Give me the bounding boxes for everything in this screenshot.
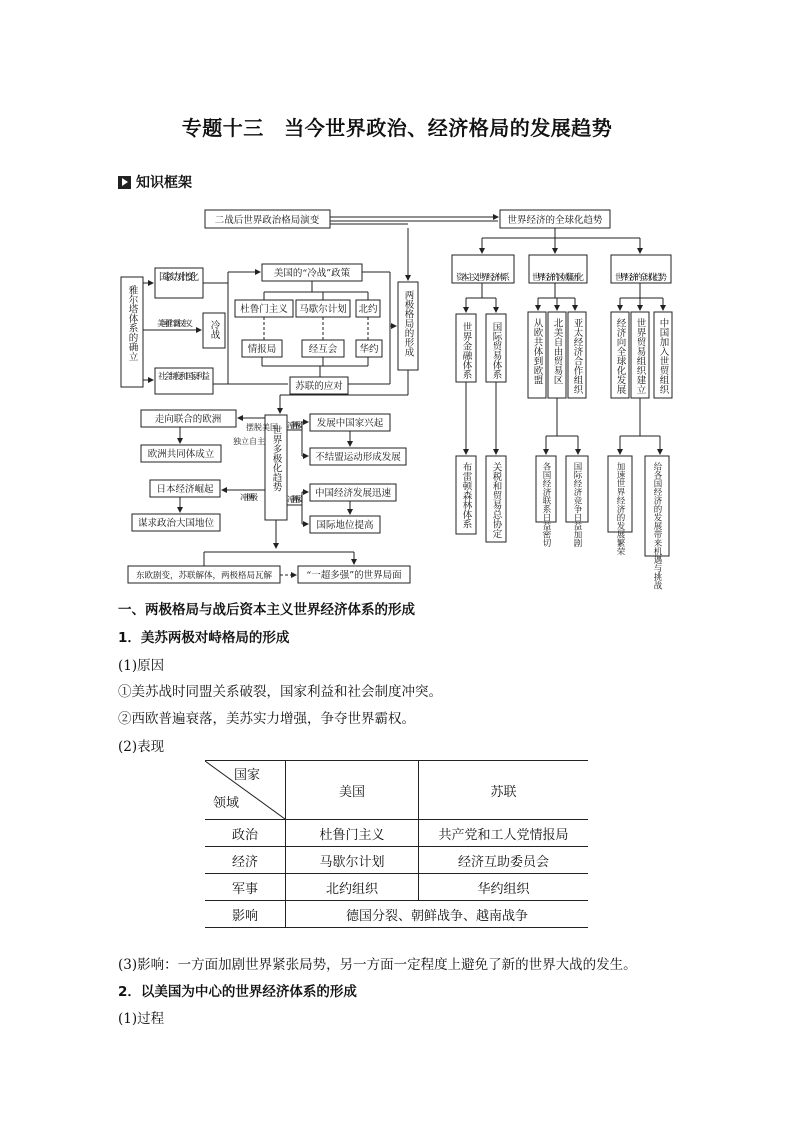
row-us: 马歇尔计划	[286, 847, 419, 874]
box-cominform: 情报局	[247, 344, 277, 355]
box-comecon: 经互会	[308, 344, 338, 355]
box-china-wto: 中国加入世贸组织	[657, 318, 669, 394]
box-us-cold-war-policy: 美国的“冷战”政策	[273, 268, 351, 279]
box-closer-ties: 各国经济联系日益密切	[541, 462, 551, 547]
subsection-1-heading: 1．美苏两极对峙格局的形成	[118, 630, 290, 646]
box-japan-power: 谋求政治大国地位	[137, 518, 215, 529]
table-corner-cell	[205, 761, 286, 820]
box-social-system: 社会制度和国家利益	[158, 372, 210, 382]
comparison-table	[205, 760, 588, 928]
box-accelerate: 加速世界经济的发展繁荣	[615, 462, 625, 556]
box-top-right: 世界经济的全球化趋势	[507, 215, 603, 226]
cause-1: ①美苏战时同盟关系破裂，国家利益和社会制度冲突。	[118, 684, 442, 700]
box-nafta: 北美自由贸易区	[551, 318, 563, 385]
box-top-left: 二战后世界政治格局演变	[214, 215, 320, 226]
section-1-heading: 一、两极格局与战后资本主义世界经济体系的形成	[118, 602, 415, 618]
header-su: 苏联	[419, 761, 589, 820]
table-row	[205, 820, 588, 847]
row-us: 北约组织	[286, 874, 419, 901]
box-intl-status: 国际地位提高	[316, 520, 374, 531]
box-soviet-response: 苏联的应对	[295, 381, 343, 392]
row-field: 经济	[205, 847, 286, 874]
box-globalization: 世界经济的全球化趋势	[615, 273, 667, 283]
box-opportunity: 给各国经济的发展带来机遇与挑战	[652, 462, 662, 590]
box-financial: 世界金融体系	[460, 322, 472, 379]
row-su: 华约组织	[419, 874, 589, 901]
label-break-free-us: 摆脱美国	[246, 423, 278, 432]
box-eec: 欧洲共同体成立	[147, 449, 215, 460]
table-row	[205, 874, 588, 901]
table-row-impact	[205, 901, 588, 928]
label-impact-bipolar-3: 冲击两极	[287, 495, 303, 504]
box-multipolar: 世界多极化趋势	[270, 425, 282, 492]
box-regional: 世界经济的区域集团化	[532, 273, 584, 283]
box-bretton: 布雷顿森林体系	[460, 462, 472, 529]
cause-2: ②西欧普遍衰落，美苏实力增强，争夺世界霸权。	[118, 711, 415, 727]
process-label: (1)过程	[118, 1011, 165, 1027]
section-heading-label: 知识框架	[136, 175, 192, 191]
box-apec: 亚太经济合作组织	[571, 318, 583, 394]
label-independent: 独立自主	[233, 437, 265, 446]
row-us: 杜鲁门主义	[286, 820, 419, 847]
table-row	[205, 847, 588, 874]
box-competition: 国际经济竞争日益加剧	[572, 462, 582, 547]
box-yalta: 雅尔塔体系的确立	[126, 285, 138, 361]
box-superpower: “一超多强”的世界局面	[306, 570, 402, 581]
impact-text: (3)影响：一方面加剧世界紧张局势，另一方面一定程度上避免了新的世界大战的发生。	[118, 957, 637, 973]
row-su: 共产党和工人党情报局	[419, 820, 589, 847]
corner-field: 领域	[213, 796, 240, 811]
box-united-europe: 走向联合的欧洲	[154, 414, 222, 425]
row-su: 经济互助委员会	[419, 847, 589, 874]
box-global-dev: 经济向全球化发展	[614, 318, 626, 394]
box-truman: 杜鲁门主义	[240, 304, 288, 315]
box-japan-rise: 日本经济崛起	[156, 484, 214, 495]
box-cold-war: 冷战	[208, 320, 220, 339]
box-gatt: 关税和贸易总协定	[490, 462, 502, 538]
impact-value: 德国分裂、朝鲜战争、越南战争	[286, 901, 589, 928]
performance-label: (2)表现	[118, 739, 165, 755]
box-china-econ: 中国经济发展迅速	[314, 488, 392, 499]
table-header-row	[205, 761, 588, 820]
row-field: 军事	[205, 874, 286, 901]
cause-label: (1)原因	[118, 658, 165, 674]
label-impact-bipolar-1: 冲击两极	[287, 421, 303, 430]
corner-country: 国家	[233, 768, 260, 783]
header-us: 美国	[286, 761, 419, 820]
page-title: 专题十三 当今世界政治、经济格局的发展趋势	[181, 116, 613, 140]
box-warsaw: 华约	[359, 344, 379, 355]
box-marshall: 马歇尔计划	[299, 304, 347, 315]
box-bipolar: 两极格局的形成	[402, 290, 414, 357]
row-field: 政治	[205, 820, 286, 847]
label-impact-bipolar-2: 冲击两极	[240, 493, 258, 502]
subsection-2-heading: 2．以美国为中心的世界经济体系的形成	[118, 984, 357, 1000]
box-national-power: 国家实力对比变化	[159, 272, 199, 283]
box-china-rise: 发展中国家兴起	[316, 418, 384, 429]
box-capitalist-system: 资本主义世界经济体系	[456, 273, 510, 283]
box-nato: 北约	[358, 304, 378, 315]
box-eu: 从欧共体到欧盟	[531, 318, 543, 385]
box-wto: 世界贸易组织建立	[634, 318, 646, 394]
box-nam: 不结盟运动形成发展	[315, 452, 401, 463]
impact-field: 影响	[205, 901, 286, 928]
label-us-promote: 美国推行霸权主义	[157, 319, 193, 328]
box-collapse: 东欧剧变，苏联解体，两极格局瓦解	[135, 571, 273, 581]
box-trade: 国际贸易体系	[490, 322, 502, 379]
